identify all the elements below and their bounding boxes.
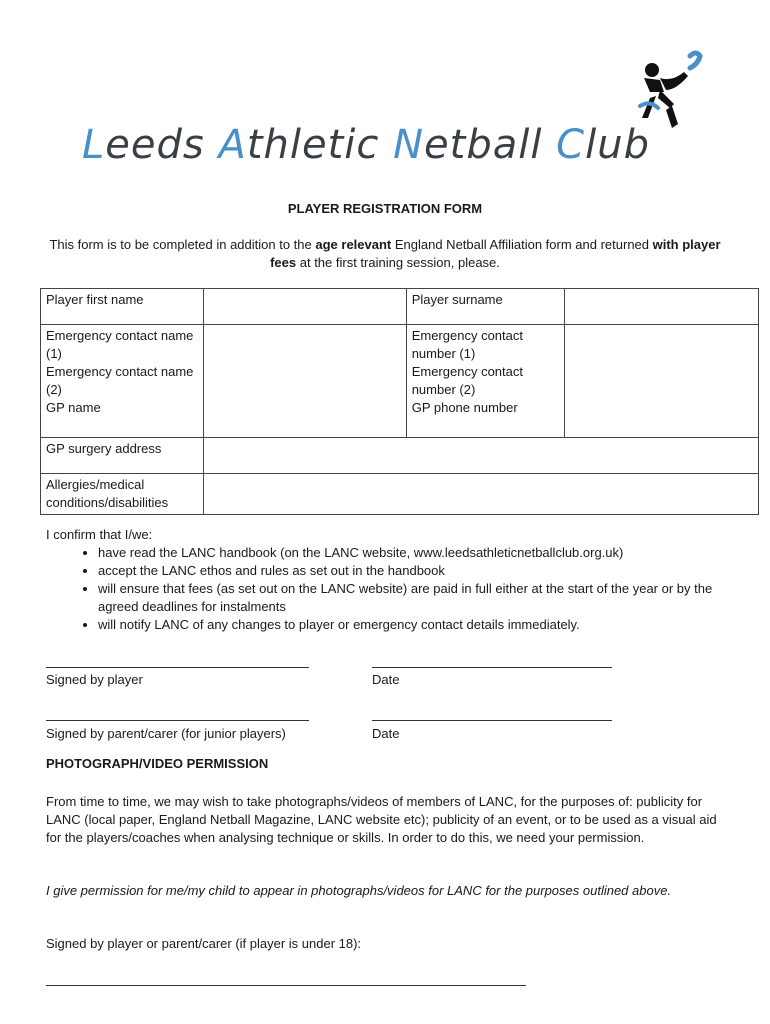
confirm-item: • accept the LANC ethos and rules as set out in the handbook [98, 562, 726, 580]
signature-line-parent[interactable] [46, 720, 309, 721]
club-logo [78, 48, 698, 173]
date-line-1[interactable] [372, 667, 612, 668]
label-emergency-number-1: Emergency contact number (1) [411, 328, 523, 361]
label-gp-name: GP name [46, 400, 101, 415]
input-allergies[interactable] [203, 474, 758, 515]
label-gp-address: GP surgery address [41, 438, 204, 474]
confirm-item: • will notify LANC of any changes to player or emergency contact details immediately. [98, 616, 726, 634]
date-label-1: Date [372, 672, 400, 687]
confirm-item: • have read the LANC handbook (on the LANC website, www.leedsathleticnetballclub.org.uk) [98, 544, 726, 562]
label-emergency-name-2: Emergency contact name (2) [46, 364, 194, 397]
label-allergies: Allergies/medical conditions/disabilities [41, 474, 204, 515]
date-line-2[interactable] [372, 720, 612, 721]
label-emergency-number-group [406, 325, 564, 438]
input-emergency-number-group[interactable] [564, 325, 758, 438]
signature-line-player[interactable] [46, 667, 309, 668]
input-player-first-name[interactable] [203, 289, 406, 325]
label-player-surname: Player surname [406, 289, 564, 325]
label-emergency-gp-group [41, 325, 204, 438]
intro-text: This form is to be completed in addition to the age relevant England Netball Affiliation form and returned with player fees at the first training session, please. [49, 237, 721, 270]
logo-wordmark: Leeds Athletic Netball Club [82, 122, 650, 168]
confirm-item: • will ensure that fees (as set out on the LANC website) are paid in full either at the start of the year or by the agreed deadlines for instalments [98, 580, 726, 616]
label-player-first-name: Player first name [41, 289, 204, 325]
confirmation-section [46, 526, 726, 634]
registration-table [40, 288, 759, 515]
photo-permission-paragraph: From time to time, we may wish to take photographs/videos of members of LANC, for the purposes of: publicity for LANC (local paper, England Netball Magazine, LANC website etc); publicity of an event, or to be used as a visual aid for the players/coaches when analysing technique or skills. In order to do this, we need your permission. [46, 794, 717, 845]
signed-by-parent-label: Signed by parent/carer (for junior players) [46, 726, 286, 741]
permission-statement: I give permission for me/my child to appear in photographs/videos for LANC for the purposes outlined above. [46, 883, 672, 898]
form-title: PLAYER REGISTRATION FORM [287, 201, 483, 216]
date-label-2: Date [372, 726, 400, 741]
confirm-list [46, 544, 726, 634]
final-signature-label: Signed by player or parent/carer (if player is under 18): [46, 936, 362, 951]
final-signature-line[interactable] [46, 985, 526, 986]
label-emergency-name-1: Emergency contact name (1) [46, 328, 194, 361]
input-gp-address[interactable] [203, 438, 758, 474]
input-emergency-gp-group[interactable] [203, 325, 406, 438]
input-player-surname[interactable] [564, 289, 758, 325]
label-gp-phone: GP phone number [411, 400, 518, 415]
label-emergency-number-2: Emergency contact number (2) [411, 364, 523, 397]
photo-permission-heading: PHOTOGRAPH/VIDEO PERMISSION [46, 756, 269, 771]
confirm-lead: I confirm that I/we: [46, 527, 153, 542]
signed-by-player-label: Signed by player [46, 672, 143, 687]
